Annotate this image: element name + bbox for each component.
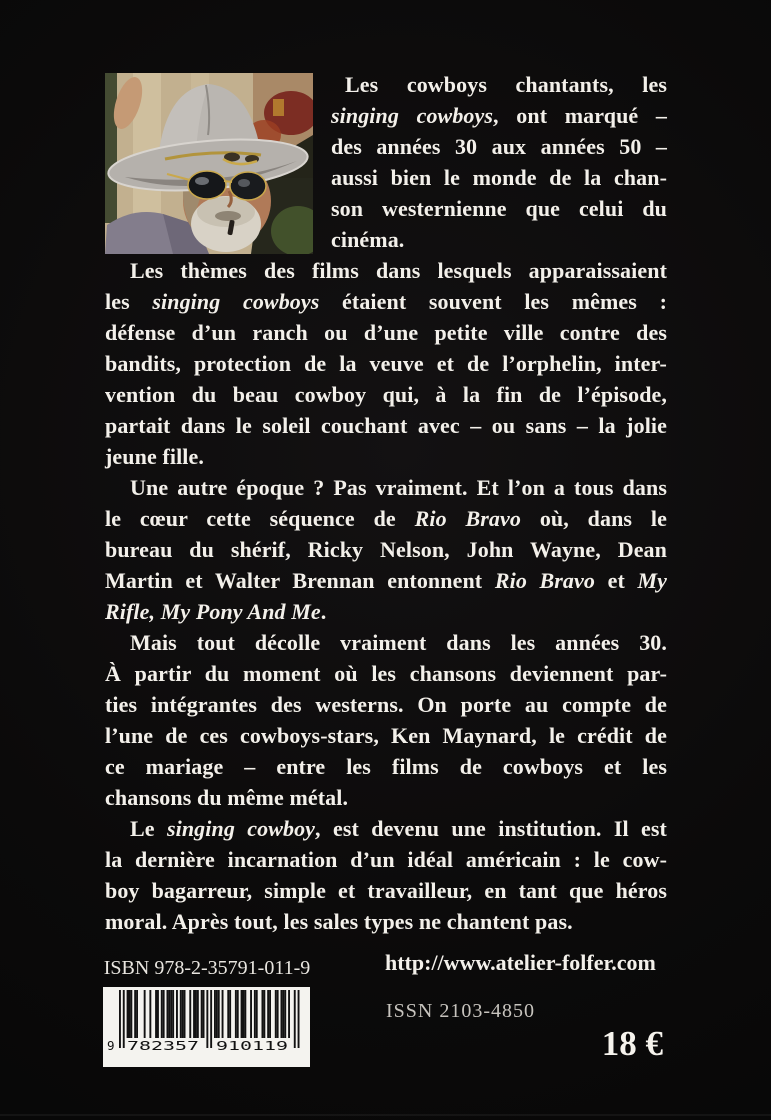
text-line: partait dans le soleil couchant avec – ou sans – la jolie [105, 413, 667, 438]
paragraph [105, 255, 667, 472]
text-line: vention du beau cowboy qui, à la fin de l’épisode, [105, 382, 667, 407]
paragraph [105, 472, 667, 627]
paragraph [105, 627, 667, 813]
issn-label: ISSN 2103-4850 [386, 1000, 536, 1022]
text-line: bandits, protection de la veuve et de l’orphelin, inter- [105, 351, 667, 376]
text-line: Une autre époque ? Pas vraiment. Et l’on a tous dans [130, 475, 667, 500]
text-line: Martin et Walter Brennan entonnent Rio Bravo et My [105, 568, 668, 593]
text-line: Les thèmes des films dans lesquels apparaissaient [130, 258, 667, 283]
text-line: l’une de ces cowboys-stars, Ken Maynard, le crédit de [105, 723, 667, 748]
barcode-digits: 782357 [127, 1038, 199, 1053]
text-line: défense d’un ranch ou d’une petite ville contre des [105, 320, 667, 345]
ean13-barcode [103, 987, 310, 1067]
text-line: chansons du même métal. [105, 785, 349, 810]
text-line: ties intégrantes des westerns. On porte au compte de [105, 692, 667, 717]
text-line: son westernienne que celui du [331, 196, 667, 221]
text-line: Le singing cowboy, est devenu une institution. Il est [130, 816, 667, 841]
paragraph [105, 813, 667, 937]
text-line: aussi bien le monde de la chan- [331, 165, 667, 190]
price-label: 18 € [601, 1024, 663, 1063]
text-line: cinéma. [331, 227, 405, 252]
text-line: le cœur cette séquence de Rio Bravo où, dans le [105, 506, 667, 531]
text-line: Les cowboys chantants, les [345, 72, 667, 97]
text-line: bureau du shérif, Ricky Nelson, John Wayne, Dean [105, 537, 667, 562]
back-cover-text [105, 69, 667, 937]
publisher-url: http://www.atelier-folfer.com [385, 950, 656, 975]
text-line: singing cowboys, ont marqué – [331, 103, 667, 128]
barcode-digits: 9 [107, 1038, 115, 1053]
cowboy-portrait-photo [105, 73, 313, 254]
background-strip [105, 73, 117, 223]
text-line: Mais tout décolle vraiment dans les années 30. [130, 630, 667, 655]
text-line: ce mariage – entre les films de cowboys et les [105, 754, 667, 779]
text-line: Rifle, My Pony And Me. [105, 599, 327, 624]
text-line: jeune fille. [105, 444, 204, 469]
text-line: moral. Après tout, les sales types ne chantent pas. [105, 909, 573, 934]
text-line: la dernière incarnation d’un idéal américain : le cow- [105, 847, 667, 872]
barcode-digits: 910119 [216, 1038, 288, 1053]
isbn-label: ISBN 978-2-35791-011-9 [103, 957, 311, 979]
text-line: les singing cowboys étaient souvent les mêmes : [105, 289, 667, 314]
text-line: des années 30 aux années 50 – [331, 134, 667, 159]
text-line: boy bagarreur, simple et travailleur, en tant que héros [105, 878, 667, 903]
text-line: À partir du moment où les chansons deviennent par- [105, 661, 667, 686]
